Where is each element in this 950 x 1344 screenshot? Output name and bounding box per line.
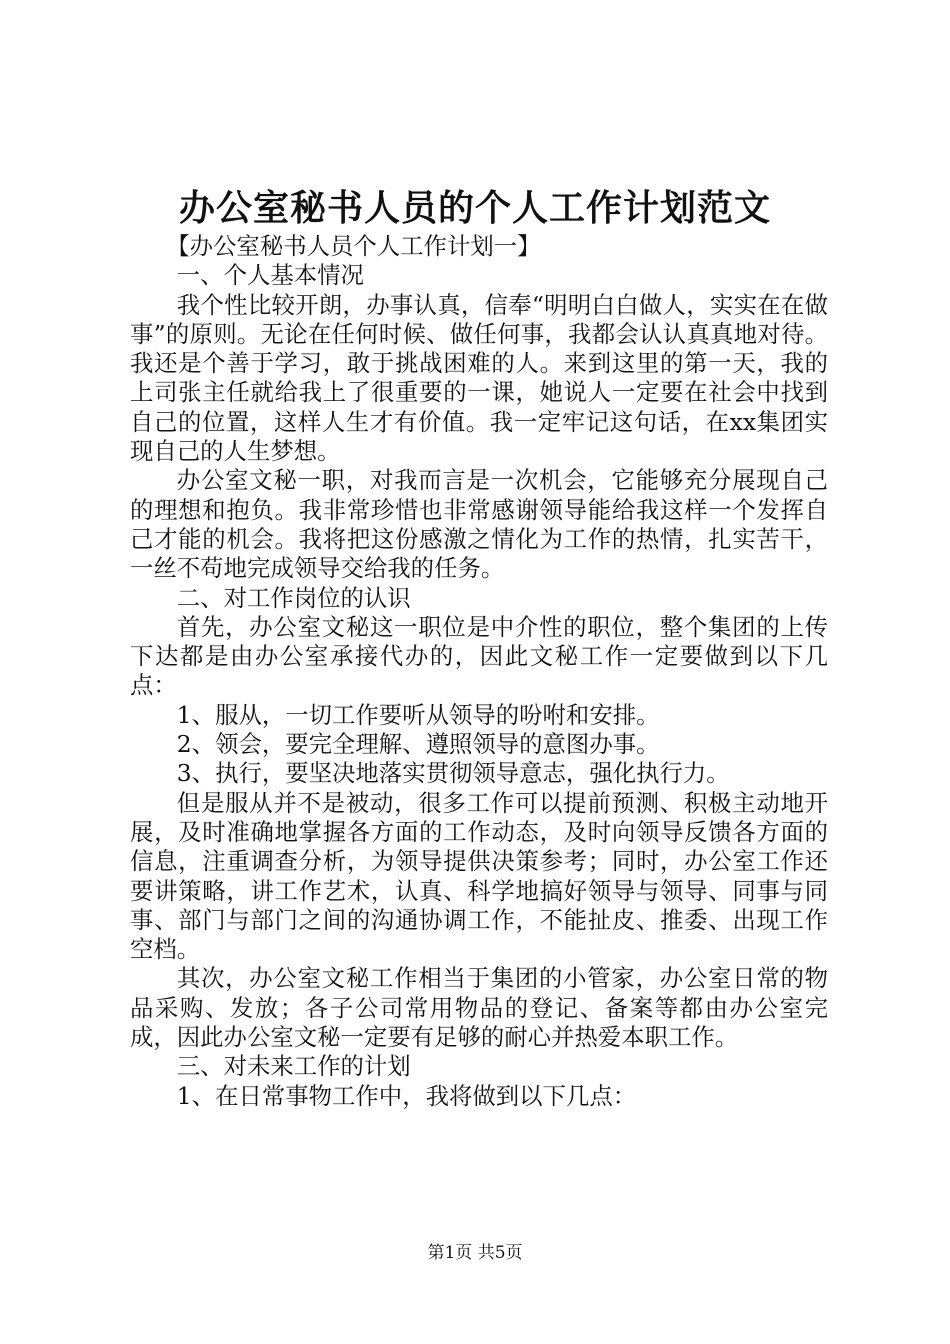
paragraph-proactive: 但是服从并不是被动，很多工作可以提前预测、积极主动地开展，及时准确地掌握各方面的工作动态，及时向领导反馈各方面的信息，注重调查分析，为领导提供决策参考；同时，办公室工作还要讲策略，讲工作艺术，认真、科学地搞好领导与领导、同事与同事、部门与部门之间的沟通协调工作，不能扯皮、推委、出现工作空档。 — [130, 788, 828, 964]
page-number-footer: 第1页 共5页 — [427, 1243, 523, 1263]
paragraph-role-understanding: 首先，办公室文秘这一职位是中介性的职位，整个集团的上传下达都是由办公室承接代办的，因此文秘工作一定要做到以下几点： — [130, 612, 828, 700]
list-item-execute: 3、执行，要坚决地落实贯彻领导意志，强化执行力。 — [176, 759, 730, 788]
list-item-comprehend: 2、领会，要完全理解、遵照领导的意图办事。 — [176, 730, 660, 759]
paragraph-opportunity: 办公室文秘一职，对我而言是一次机会，它能够充分展现自己的理想和抱负。我非常珍惜也非常感谢领导能给我这样一个发挥自己才能的机会。我将把这份感激之情化为工作的热情，扎实苦干，一丝不苟地完成领导交给我的任务。 — [130, 466, 828, 583]
document-title: 办公室秘书人员的个人工作计划范文 — [178, 187, 771, 229]
paragraph-personal-intro: 我个性比较开朗，办事认真，信奉“明明白白做人，实实在在做事”的原则。无论在任何时候、做任何事，我都会认认真真地对待。我还是个善于学习，敢于挑战困难的人。来到这里的第一天，我的上司张主任就给我上了很重要的一课，她说人一定要在社会中找到自己的位置，这样人生才有价值。我一定牢记这句话，在xx集团实现自己的人生梦想。 — [130, 290, 828, 466]
paragraph-steward: 其次，办公室文秘工作相当于集团的小管家，办公室日常的物品采购、发放；各子公司常用物品的登记、备案等都由办公室完成，因此办公室文秘一定要有足够的耐心并热爱本职工作。 — [130, 964, 828, 1052]
list-item-daily-affairs: 1、在日常事物工作中，我将做到以下几点： — [176, 1081, 637, 1110]
list-item-obey: 1、服从，一切工作要听从领导的吩咐和安排。 — [176, 700, 660, 729]
section-heading-1: 一、个人基本情况 — [176, 261, 364, 290]
section-subtitle: 【办公室秘书人员个人工作计划一】 — [166, 232, 541, 260]
section-heading-2: 二、对工作岗位的认识 — [176, 583, 411, 612]
document-body — [130, 232, 828, 1111]
section-heading-3: 三、对未来工作的计划 — [176, 1052, 411, 1081]
